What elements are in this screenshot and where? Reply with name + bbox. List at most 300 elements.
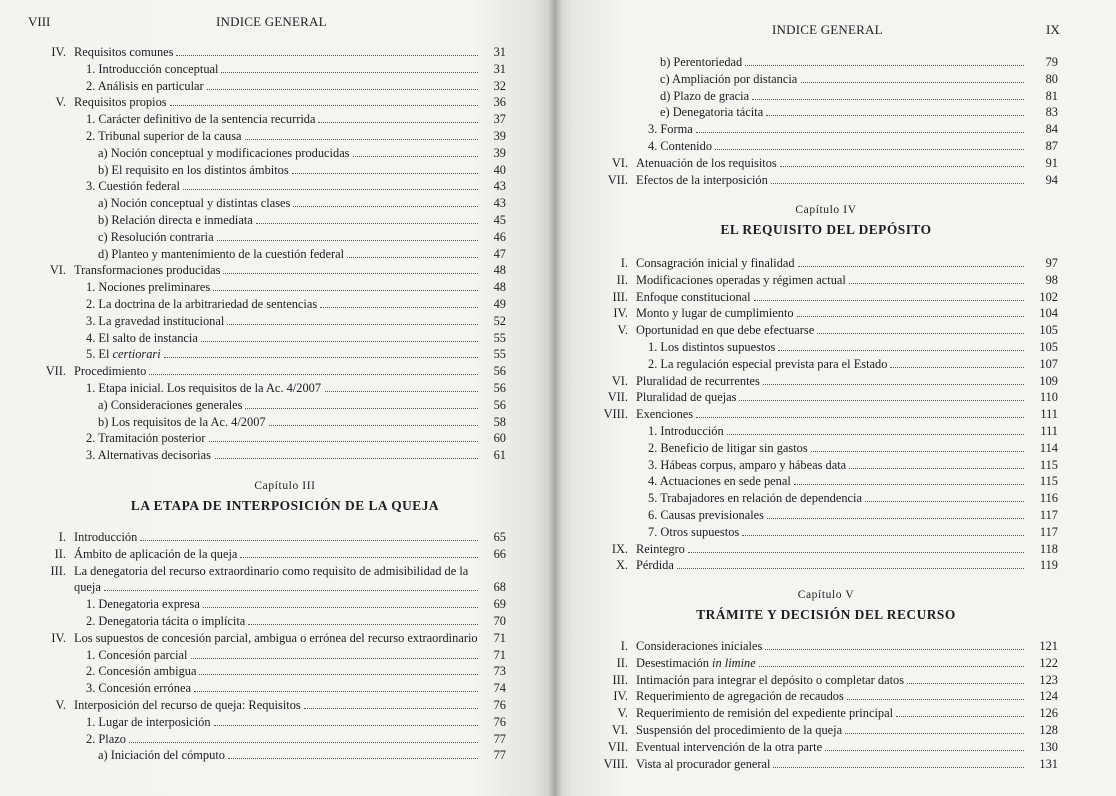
entry-title: Pluralidad de recurrentes: [636, 373, 760, 388]
entry-page-number: 76: [493, 714, 506, 729]
toc-entry: [582, 638, 1058, 655]
entry-title: Requerimiento de agregación de recaudos: [636, 689, 844, 704]
dot-leader: [170, 94, 478, 106]
dot-leader: [742, 524, 1024, 536]
entry-title: Enfoque constitucional: [636, 289, 751, 304]
toc-entry: [582, 389, 1058, 406]
dot-leader: [320, 296, 478, 308]
toc-entry: [582, 756, 1058, 773]
toc-entry: [20, 380, 506, 397]
page-number: IX: [1046, 22, 1060, 37]
entry-number: I.: [58, 530, 66, 544]
entry-title: Interposición del recurso de queja: Requisitos: [74, 697, 301, 712]
chapter-heading: [110, 480, 460, 514]
dot-leader: [865, 490, 1024, 502]
entry-page-number: 131: [1039, 756, 1058, 771]
toc-entry: [582, 705, 1058, 722]
entry-page-number: 55: [493, 347, 506, 362]
entry-title: Suspensión del procedimiento de la queja: [636, 722, 843, 737]
toc-entry: [582, 440, 1058, 457]
toc-entry: [582, 289, 1058, 306]
toc-entry: [582, 507, 1058, 524]
entry-title: 3. Alternativas decisorias: [86, 448, 211, 463]
toc-entry: [20, 663, 506, 680]
entry-page-number: 123: [1039, 672, 1058, 687]
entry-title: d) Planteo y mantenimiento de la cuestión federal: [98, 246, 345, 261]
entry-number: VIII.: [603, 756, 628, 771]
toc-list: [582, 54, 1058, 188]
entry-page-number: 69: [493, 597, 506, 612]
entry-title: 1. Introducción: [648, 423, 724, 438]
toc-entry: [582, 524, 1058, 541]
dot-leader: [727, 423, 1024, 435]
dot-leader: [217, 229, 478, 241]
entry-page-number: 102: [1039, 289, 1058, 304]
toc-entry: [20, 731, 506, 748]
entry-page-number: 91: [1045, 155, 1058, 170]
entry-page-number: 105: [1039, 323, 1058, 338]
toc-entry: [20, 262, 506, 279]
dot-leader: [759, 655, 1024, 667]
toc-entry: [20, 330, 506, 347]
dot-leader: [798, 255, 1024, 267]
entry-title: 2. La doctrina de la arbitrariedad de sentencias: [86, 296, 318, 311]
dot-leader: [896, 705, 1024, 717]
dot-leader: [817, 322, 1024, 334]
dot-leader: [207, 78, 478, 90]
entry-title: Exenciones: [636, 407, 694, 422]
toc-entry: [582, 71, 1058, 88]
dot-leader: [215, 447, 478, 459]
dot-leader: [715, 138, 1024, 150]
entry-title: Ámbito de aplicación de la queja: [74, 546, 238, 561]
toc-entry: [582, 672, 1058, 689]
dot-leader: [347, 246, 478, 258]
dot-leader: [245, 128, 478, 140]
toc-entry: [20, 414, 506, 431]
dot-leader: [140, 529, 478, 541]
dot-leader: [677, 557, 1024, 569]
entry-number: III.: [612, 672, 628, 687]
entry-title: Vista al procurador general: [636, 756, 771, 771]
entry-title: Monto y lugar de cumplimiento: [636, 306, 794, 321]
entry-title: a) Noción conceptual y modificaciones producidas: [98, 145, 350, 160]
entry-page-number: 76: [493, 697, 506, 712]
toc-entry: [582, 88, 1058, 105]
entry-title: a) Iniciación del cómputo: [98, 748, 225, 763]
chapter-label: Capítulo V: [797, 589, 855, 601]
dot-leader: [849, 457, 1024, 469]
entry-number: III.: [612, 289, 628, 304]
dot-leader: [696, 406, 1024, 418]
dot-leader: [221, 61, 478, 73]
toc-entry: [20, 346, 506, 363]
toc-entry: [20, 178, 506, 195]
entry-page-number: 52: [493, 313, 506, 328]
toc-entry: [582, 655, 1058, 672]
toc-list: [582, 638, 1058, 772]
dot-leader: [227, 313, 478, 325]
toc-entry: [20, 279, 506, 296]
toc-entry: [20, 212, 506, 229]
dot-leader: [325, 380, 478, 392]
entry-title: 3. Hábeas corpus, amparo y hábeas data: [648, 457, 847, 472]
entry-page-number: 111: [1040, 407, 1058, 422]
dot-leader: [907, 672, 1024, 684]
entry-page-number: 81: [1045, 88, 1058, 103]
entry-page-number: 60: [493, 431, 506, 446]
toc-list: [20, 529, 506, 764]
dot-leader: [199, 663, 478, 675]
entry-title: 2. Análisis en particular: [86, 78, 204, 93]
toc-entry: [20, 747, 506, 764]
entry-page-number: 84: [1045, 122, 1058, 137]
chapter-title: TRÁMITE Y DECISIÓN DEL RECURSO: [696, 607, 956, 622]
entry-title: Eventual intervención de la otra parte: [636, 739, 823, 754]
entry-title: b) Perentoriedad: [660, 55, 743, 69]
entry-title: e) Denegatoria tácita: [660, 105, 764, 120]
entry-page-number: 39: [493, 128, 506, 143]
dot-leader: [754, 289, 1024, 301]
entry-title: 3. La gravedad institucional: [86, 313, 225, 328]
dot-leader: [739, 389, 1024, 401]
entry-title: Intimación para integrar el depósito o completar datos: [636, 672, 905, 687]
dot-leader: [752, 88, 1024, 100]
dot-leader: [223, 262, 478, 274]
dot-leader: [292, 162, 478, 174]
entry-page-number: 71: [493, 630, 506, 645]
dot-leader: [240, 546, 478, 558]
entry-title: 2. La regulación especial prevista para el Estado: [648, 356, 888, 371]
entry-page-number: 45: [493, 212, 506, 227]
entry-number: IV.: [51, 630, 66, 645]
toc-entry: [582, 473, 1058, 490]
entry-number: IV.: [51, 45, 66, 59]
toc-entry: [20, 128, 506, 145]
entry-title: 1. Lugar de interposición: [86, 714, 211, 729]
toc-entry: [20, 44, 506, 61]
entry-title: 4. El salto de instancia: [86, 330, 198, 345]
dot-leader: [245, 397, 478, 409]
entry-page-number: 46: [493, 229, 506, 244]
toc-entry: [582, 541, 1058, 558]
entry-page-number: 47: [493, 246, 506, 261]
dot-leader: [688, 541, 1024, 553]
entry-page-number: 43: [493, 196, 506, 211]
entry-page-number: 79: [1045, 55, 1058, 69]
entry-number: III.: [50, 563, 66, 578]
toc-entry: [20, 61, 506, 78]
entry-page-number: 36: [493, 95, 506, 110]
entry-title: 1. Denegatoria expresa: [86, 597, 200, 612]
entry-title: Los supuestos de concesión parcial, ambigua o errónea del recurso extraordinario: [74, 630, 478, 645]
entry-title: 5. Trabajadores en relación de dependencia: [648, 491, 862, 506]
toc-entry: [20, 78, 506, 95]
toc-entry: [582, 255, 1058, 272]
entry-page-number: 56: [493, 364, 506, 379]
entry-number: VI.: [611, 155, 628, 170]
entry-page-number: 109: [1039, 373, 1058, 388]
entry-number: V.: [617, 323, 628, 338]
entry-title: Transformaciones producidas: [74, 263, 221, 278]
toc-entry: [582, 54, 1058, 71]
entry-title: 1. Los distintos supuestos: [648, 339, 776, 354]
entry-page-number: 128: [1039, 722, 1058, 737]
entry-page-number: 48: [493, 280, 506, 295]
entry-number: V.: [617, 706, 628, 721]
dot-leader: [201, 330, 478, 342]
dot-leader: [149, 363, 478, 375]
chapter-heading: [686, 204, 966, 238]
entry-page-number: 31: [493, 45, 506, 59]
entry-page-number: 119: [1039, 558, 1058, 573]
entry-page-number: 110: [1039, 390, 1058, 405]
dot-leader: [209, 430, 478, 442]
page-number: VIII: [28, 14, 51, 29]
entry-title: a) Noción conceptual y distintas clases: [98, 196, 291, 211]
entry-number: II.: [54, 546, 66, 561]
toc-entry: [582, 490, 1058, 507]
entry-page-number: 77: [493, 731, 506, 746]
toc-entry: [582, 138, 1058, 155]
entry-title: 3. Concesión errónea: [86, 681, 191, 696]
dot-leader: [771, 172, 1024, 184]
dot-leader: [269, 414, 478, 426]
entry-page-number: 70: [493, 613, 506, 628]
entry-page-number: 31: [493, 61, 506, 76]
entry-number: IV.: [613, 689, 628, 704]
dot-leader: [745, 54, 1024, 66]
toc-entry: [582, 457, 1058, 474]
entry-title: 1. Nociones preliminares: [86, 280, 211, 295]
entry-number: I.: [620, 256, 628, 270]
entry-page-number: 56: [493, 397, 506, 412]
toc-entry: [582, 322, 1058, 339]
entry-title: Requisitos propios: [74, 95, 167, 110]
entry-title: 2. Denegatoria tácita o implícita: [86, 613, 246, 628]
entry-page-number: 126: [1039, 706, 1058, 721]
toc-entry: [20, 94, 506, 111]
dot-leader: [129, 731, 478, 743]
chapter-title: LA ETAPA DE INTERPOSICIÓN DE LA QUEJA: [130, 498, 440, 513]
entry-page-number: 105: [1039, 339, 1058, 354]
entry-page-number: 49: [493, 296, 506, 311]
entry-page-number: 66: [493, 546, 506, 561]
entry-number: VII.: [607, 172, 628, 187]
book-gutter: [548, 0, 562, 796]
entry-page-number: 71: [493, 647, 506, 662]
entry-number: VI.: [611, 373, 628, 388]
toc-list: [582, 255, 1058, 574]
entry-title: 7. Otros supuestos: [648, 524, 740, 539]
entry-title: 5. El certiorari: [86, 347, 161, 362]
entry-title: 2. Plazo: [86, 731, 126, 746]
entry-page-number: 117: [1039, 507, 1058, 522]
entry-title: La denegatoria del recurso extraordinario como requisito de admisibilidad de la: [74, 563, 469, 578]
entry-page-number: 97: [1045, 256, 1058, 270]
dot-leader: [801, 71, 1024, 83]
dot-leader: [825, 739, 1024, 751]
toc-entry: [582, 373, 1058, 390]
toc-entry: [20, 111, 506, 128]
entry-number: V.: [55, 697, 66, 712]
dot-leader: [849, 272, 1024, 284]
toc-entry: [20, 195, 506, 212]
entry-page-number: 104: [1039, 306, 1058, 321]
entry-number: IX.: [611, 541, 628, 556]
toc-entry: [582, 722, 1058, 739]
toc-entry: [20, 229, 506, 246]
entry-title: 6. Causas previsionales: [648, 507, 764, 522]
running-head: INDICE GENERAL: [216, 14, 327, 29]
entry-number: VIII.: [603, 407, 628, 422]
entry-number: IV.: [613, 306, 628, 321]
toc-entry: [20, 596, 506, 613]
entry-title: Procedimiento: [74, 364, 147, 379]
toc-entry: [20, 697, 506, 714]
entry-page-number: 124: [1039, 689, 1058, 704]
entry-title: Oportunidad en que debe efectuarse: [636, 323, 815, 338]
toc-entry: [582, 339, 1058, 356]
entry-title: 1. Introducción conceptual: [86, 61, 219, 76]
entry-page-number: 98: [1045, 272, 1058, 287]
chapter-title: EL REQUISITO DEL DEPÓSITO: [720, 222, 932, 237]
entry-number: VII.: [45, 364, 66, 379]
entry-page-number: 83: [1045, 105, 1058, 120]
entry-number: II.: [616, 272, 628, 287]
entry-title: Atenuación de los requisitos: [636, 155, 777, 170]
entry-number: VI.: [611, 722, 628, 737]
right-page: [556, 0, 1116, 796]
entry-page-number: 43: [493, 179, 506, 194]
dot-leader: [847, 688, 1024, 700]
entry-title: b) Los requisitos de la Ac. 4/2007: [98, 414, 266, 429]
entry-title: 4. Contenido: [648, 138, 713, 153]
entry-title: Consagración inicial y finalidad: [636, 256, 795, 270]
dot-leader: [778, 339, 1024, 351]
entry-page-number: 116: [1039, 491, 1058, 506]
dot-leader: [890, 356, 1024, 368]
dot-leader: [318, 111, 478, 123]
entry-page-number: 39: [493, 145, 506, 160]
entry-number: I.: [620, 639, 628, 653]
dot-leader: [811, 440, 1024, 452]
entry-page-number: 80: [1045, 71, 1058, 86]
entry-page-number: 87: [1045, 138, 1058, 153]
entry-number: VI.: [49, 263, 66, 278]
dot-leader: [845, 722, 1024, 734]
toc-entry: [20, 563, 506, 597]
toc-entry: [20, 630, 506, 647]
entry-title: Desestimación in limine: [636, 655, 756, 670]
left-page: [0, 0, 556, 796]
toc-list: [20, 44, 506, 464]
entry-title: Efectos de la interposición: [636, 172, 768, 187]
entry-title: 3. Forma: [648, 122, 693, 137]
dot-leader: [780, 155, 1024, 167]
dot-leader: [214, 714, 478, 726]
toc-entry: [20, 546, 506, 563]
toc-entry: [20, 430, 506, 447]
dot-leader: [191, 647, 478, 659]
toc-entry: [20, 296, 506, 313]
entry-title: Modificaciones operadas y régimen actual: [636, 272, 846, 287]
entry-title: 2. Concesión ambigua: [86, 664, 197, 679]
entry-title: c) Resolución contraria: [98, 229, 214, 244]
entry-page-number: 115: [1039, 474, 1058, 489]
entry-page-number: 115: [1039, 457, 1058, 472]
toc-entry: [582, 172, 1058, 189]
entry-number: VII.: [607, 739, 628, 754]
toc-entry: [582, 356, 1058, 373]
entry-title: Pluralidad de quejas: [636, 390, 737, 405]
entry-page-number: 73: [493, 664, 506, 679]
entry-title: d) Plazo de gracia: [660, 88, 750, 103]
entry-page-number: 65: [493, 530, 506, 544]
entry-title: 2. Tribunal superior de la causa: [86, 128, 242, 143]
entry-page-number: 48: [493, 263, 506, 278]
running-head: INDICE GENERAL: [772, 22, 883, 37]
dot-leader: [353, 145, 478, 157]
toc-entry: [20, 529, 506, 546]
entry-page-number: 61: [493, 448, 506, 463]
toc-entry: [582, 739, 1058, 756]
entry-page-number: 77: [493, 748, 506, 763]
entry-title: Reintegro: [636, 541, 685, 556]
toc-entry: [582, 121, 1058, 138]
entry-title: c) Ampliación por distancia: [660, 71, 798, 86]
toc-entry: [582, 305, 1058, 322]
toc-entry: [20, 714, 506, 731]
toc-entry: [582, 688, 1058, 705]
dot-leader: [183, 178, 478, 190]
entry-title: Requisitos comunes: [74, 45, 174, 59]
entry-number: X.: [615, 558, 628, 573]
entry-title: 2. Beneficio de litigar sin gastos: [648, 440, 808, 455]
entry-title: 3. Cuestión federal: [86, 179, 180, 194]
entry-title-continued: queja: [74, 580, 101, 595]
dot-leader: [248, 613, 478, 625]
entry-title: 1. Carácter definitivo de la sentencia recurrida: [86, 112, 316, 127]
dot-leader: [104, 579, 478, 591]
toc-entry: [582, 104, 1058, 121]
dot-leader: [765, 638, 1024, 650]
dot-leader: [766, 104, 1024, 116]
toc-entry: [20, 613, 506, 630]
toc-entry: [582, 557, 1058, 574]
entry-number: VII.: [607, 390, 628, 405]
dot-leader: [763, 373, 1024, 385]
dot-leader: [213, 279, 478, 291]
entry-page-number: 37: [493, 112, 506, 127]
entry-page-number: 118: [1039, 541, 1058, 556]
dot-leader: [797, 305, 1024, 317]
entry-page-number: 74: [493, 681, 506, 696]
toc-entry: [582, 406, 1058, 423]
entry-title: Introducción: [74, 530, 138, 544]
dot-leader: [304, 697, 478, 709]
chapter-heading: [676, 589, 976, 623]
entry-title: 1. Concesión parcial: [86, 647, 188, 662]
dot-leader: [293, 195, 478, 207]
entry-page-number: 121: [1039, 639, 1058, 653]
chapter-label: Capítulo IV: [795, 204, 857, 216]
toc-entry: [20, 647, 506, 664]
entry-page-number: 122: [1039, 655, 1058, 670]
dot-leader: [794, 473, 1024, 485]
dot-leader: [176, 44, 478, 56]
entry-number: II.: [616, 655, 628, 670]
